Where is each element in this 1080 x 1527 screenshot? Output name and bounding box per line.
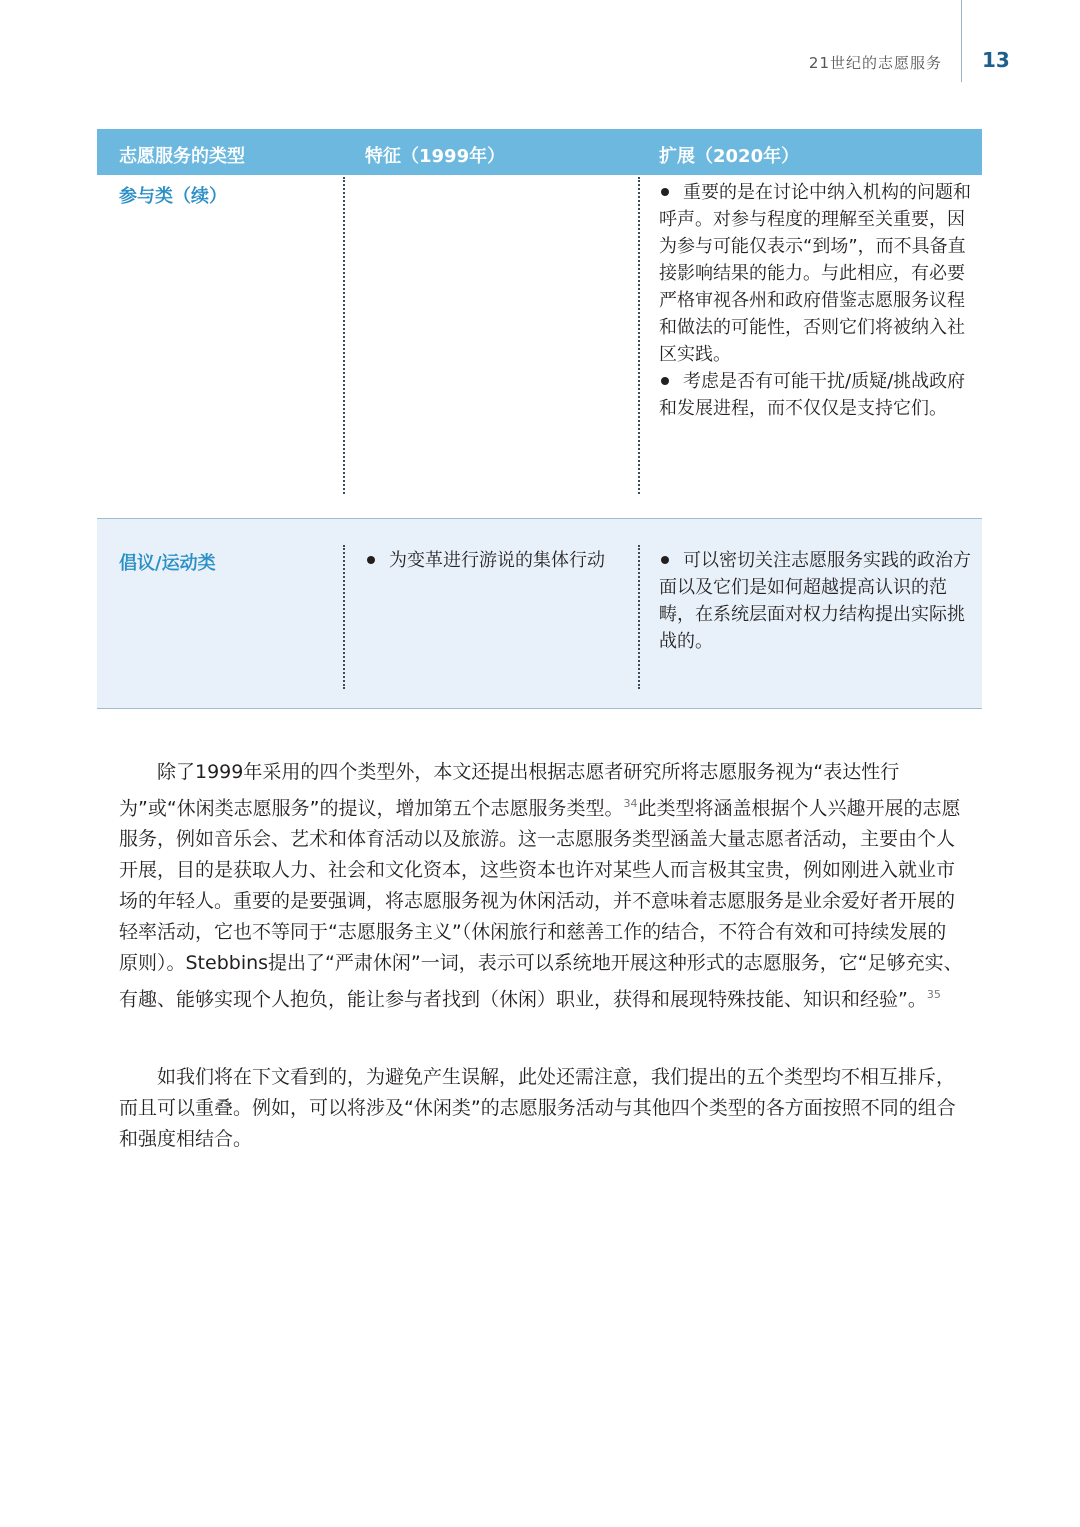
list-item: 考虑是否有可能干扰/质疑/挑战政府和发展进程，而不仅仅是支持它们。 (659, 371, 966, 419)
bullet-icon (367, 556, 375, 564)
table-row (97, 175, 982, 519)
header-divider (961, 0, 962, 82)
extension-cell (659, 179, 971, 422)
row-type-label: 倡议/运动类 (119, 553, 216, 574)
body-paragraph: 除了1999年采用的四个类型外，本文还提出根据志愿者研究所将志愿服务视为“表达性行为”或“休闲类志愿服务”的提议，增加第五个志愿服务类型。$^{34}$此类型将涵盖根据个人兴趣开展的志愿服务，例如音乐会、艺术和体育活动以及旅游。这一志愿服务类型涵盖大量志愿者活动，主要由个人开展，目的是获取人力、社会和文化资本，这些资本也许对某些人而言极其宝贵，例如刚进入就业市场的年轻人。重要的是要强调，将志愿服务视为休闲活动，并不意味着志愿服务是业余爱好者开展的轻率活动，它也不等同于“志愿服务主义”（休闲旅行和慈善工作的结合，不符合有效和可持续发展的原则）。Stebbins提出了“严肃休闲”一词，表示可以系统地开展这种形式的志愿服务，它“足够充实、有趣、能够实现个人抱负，能让参与者找到（休闲）职业，获得和展现特殊技能、知识和经验”。$^{35}$ (119, 761, 963, 1011)
running-header-title: 21世纪的志愿服务 (808, 54, 942, 72)
row-type-label: 参与类（续） (119, 186, 227, 207)
extension-cell (659, 547, 971, 655)
footnote-ref: 35 (926, 988, 941, 1002)
page-number: 13 (982, 48, 1010, 72)
list-item: 可以密切关注志愿服务实践的政治方面以及它们是如何超越提高认识的范畴，在系统层面对权力结构提出实际挑战的。 (659, 550, 971, 652)
table-row (97, 519, 982, 709)
features-cell (365, 547, 621, 574)
bullet-icon (661, 556, 669, 564)
list-item: 为变革进行游说的集体行动 (365, 547, 621, 574)
bullet-icon (661, 188, 669, 196)
header-col-2020: 扩展（2020年） (659, 146, 800, 167)
header-col-1999: 特征（1999年） (365, 146, 506, 167)
footnote-ref: 34 (623, 797, 638, 810)
list-item: 重要的是在讨论中纳入机构的问题和呼声。对参与程度的理解至关重要，因为参与可能仅表示“到场”，而不具备直接影响结果的能力。与此相应，有必要严格审视各州和政府借鉴志愿服务议程和做法的可能性，否则它们将被纳入社区实践。 (659, 182, 971, 365)
bullet-icon (661, 377, 669, 385)
column-divider (638, 177, 640, 494)
column-divider (343, 177, 345, 494)
table-header (97, 129, 982, 175)
body-paragraph: 如我们将在下文看到的，为避免产生误解，此处还需注意，我们提出的五个类型均不相互排斥，而且可以重叠。例如，可以将涉及“休闲类”的志愿服务活动与其他四个类型的各方面按照不同的组合和强度相结合。 (119, 1066, 956, 1150)
header-col-type: 志愿服务的类型 (119, 146, 245, 167)
volunteer-types-table (97, 129, 982, 709)
column-divider (638, 545, 640, 689)
column-divider (343, 545, 345, 689)
